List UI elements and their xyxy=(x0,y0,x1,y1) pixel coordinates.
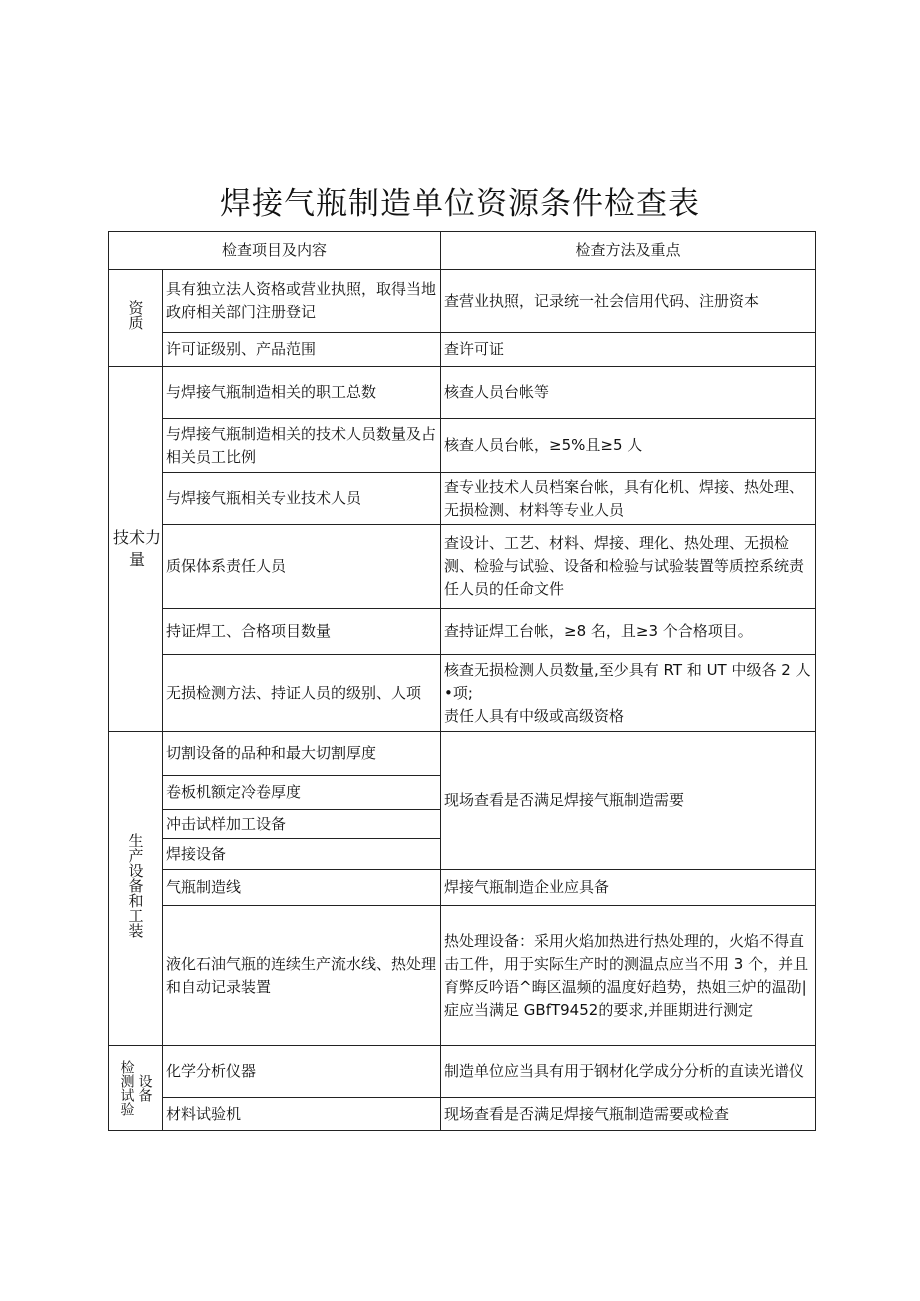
item-cell: 材料试验机 xyxy=(163,1098,441,1131)
item-cell: 具有独立法人资格或营业执照，取得当地政府相关部门注册登记 xyxy=(163,270,441,333)
header-item: 检查项目及内容 xyxy=(109,232,441,270)
method-cell: 查设计、工艺、材料、焊接、理化、热处理、无损检测、检验与试验、设备和检验与试验装置等质控系统责任人员的任命文件 xyxy=(441,525,816,609)
category-production xyxy=(109,732,163,1046)
method-cell: 制造单位应当具有用于钢材化学成分分析的直读光谱仪 xyxy=(441,1046,816,1098)
category-qualification xyxy=(109,270,163,367)
inspection-table xyxy=(108,231,816,1131)
category-label: 检测试验 xyxy=(118,1060,135,1116)
category-label: 技术力量 xyxy=(112,528,161,569)
category-label: 生产设备和工装 xyxy=(126,832,145,938)
item-cell: 无损检测方法、持证人员的级别、人项 xyxy=(163,655,441,732)
table-row xyxy=(109,419,816,473)
item-cell: 切割设备的品种和最大切割厚度 xyxy=(163,732,441,776)
item-cell: 气瓶制造线 xyxy=(163,870,441,906)
header-method: 检查方法及重点 xyxy=(441,232,816,270)
item-cell: 质保体系责任人员 xyxy=(163,525,441,609)
method-line: 责任人具有中级或高级资格 xyxy=(444,706,625,725)
category-label: 设备 xyxy=(136,1074,153,1102)
table-row xyxy=(109,1046,816,1098)
method-cell: 焊接气瓶制造企业应具备 xyxy=(441,870,816,906)
table-row xyxy=(109,655,816,732)
item-cell: 化学分析仪器 xyxy=(163,1046,441,1098)
page-title: 焊接气瓶制造单位资源条件检查表 xyxy=(220,186,700,222)
method-cell: 现场查看是否满足焊接气瓶制造需要或检查 xyxy=(441,1098,816,1131)
table-row xyxy=(109,609,816,655)
method-cell: 核查人员台帐，≥5%且≥5 人 xyxy=(441,419,816,473)
method-cell: 查持证焊工台帐，≥8 名，且≥3 个合格项目。 xyxy=(441,609,816,655)
item-cell: 与焊接气瓶制造相关的技术人员数量及占相关员工比例 xyxy=(163,419,441,473)
category-label: 资质 xyxy=(126,299,145,330)
table-header-row xyxy=(109,232,816,270)
category-testing xyxy=(109,1046,163,1131)
table-row xyxy=(109,732,816,776)
method-cell: 热处理设备：采用火焰加热进行热处理的，火焰不得直击工件，用于实际生产时的测温点应当不用 3 个，并且育弊反吟语^晦区温频的温度好趋势，热姐三炉的温劭|症应当满足 GBfT9452的要求,并匪期进行测定 xyxy=(441,906,816,1046)
table-row xyxy=(109,870,816,906)
item-cell: 许可证级别、产品范围 xyxy=(163,333,441,367)
method-cell: 核查人员台帐等 xyxy=(441,367,816,419)
method-cell-merged: 现场查看是否满足焊接气瓶制造需要 xyxy=(441,732,816,870)
item-cell: 与焊接气瓶制造相关的职工总数 xyxy=(163,367,441,419)
item-cell: 冲击试样加工设备 xyxy=(163,810,441,839)
item-cell: 卷板机额定冷卷厚度 xyxy=(163,776,441,810)
table-row xyxy=(109,906,816,1046)
category-technical xyxy=(109,367,163,732)
table-row xyxy=(109,367,816,419)
table-row xyxy=(109,473,816,525)
method-cell xyxy=(441,655,816,732)
item-cell: 液化石油气瓶的连续生产流水线、热处理和自动记录装置 xyxy=(163,906,441,1046)
table-row xyxy=(109,525,816,609)
item-cell: 焊接设备 xyxy=(163,839,441,870)
method-line: 核查无损检测人员数量,至少具有 RT 和 UT 中级各 2 人•项; xyxy=(444,660,811,702)
item-cell: 持证焊工、合格项目数量 xyxy=(163,609,441,655)
table-row xyxy=(109,270,816,333)
method-cell: 查营业执照，记录统一社会信用代码、注册资本 xyxy=(441,270,816,333)
method-cell: 查许可证 xyxy=(441,333,816,367)
table-row xyxy=(109,1098,816,1131)
table-row xyxy=(109,333,816,367)
item-cell: 与焊接气瓶相关专业技术人员 xyxy=(163,473,441,525)
method-cell: 查专业技术人员档案台帐，具有化机、焊接、热处理、无损检测、材料等专业人员 xyxy=(441,473,816,525)
